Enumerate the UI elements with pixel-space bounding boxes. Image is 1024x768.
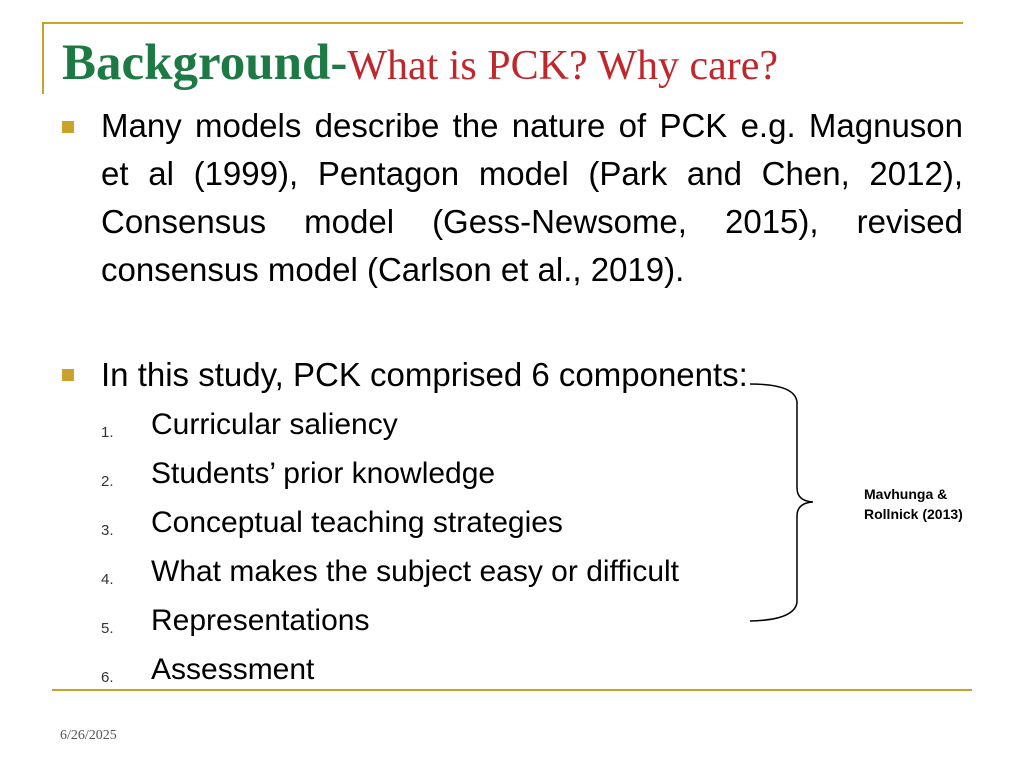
slide-date: 6/26/2025 xyxy=(60,728,117,743)
list-item-number: 6. xyxy=(101,669,114,686)
bullet-models: Many models describe the nature of PCK e.g. Magnuson et al (1999), Pentagon model (Park and Chen, 2012), Consensus model (Gess-Newsome, 2015), revised consensus model (Carlson et al., 2019). xyxy=(101,107,963,288)
bullet-marker xyxy=(62,369,74,381)
list-item: Curricular saliency xyxy=(151,408,398,441)
list-item-number: 4. xyxy=(101,571,114,588)
curly-brace xyxy=(745,380,815,630)
citation-line: Rollnick (2013) xyxy=(864,506,963,522)
list-item-number: 5. xyxy=(101,620,114,637)
citation-note xyxy=(864,484,963,524)
title-sub: What is PCK? Why care? xyxy=(347,43,779,89)
left-rule xyxy=(42,22,44,94)
list-item-number: 3. xyxy=(101,522,114,539)
list-item: What makes the subject easy or difficult xyxy=(151,555,680,588)
list-item: Assessment xyxy=(151,653,315,686)
slide-title xyxy=(62,34,778,92)
list-item-number: 2. xyxy=(101,473,114,490)
top-rule xyxy=(42,22,963,24)
bullet-marker xyxy=(62,121,74,133)
citation-line: Mavhunga & xyxy=(864,486,948,502)
bottom-rule xyxy=(52,689,972,691)
title-main: Background- xyxy=(62,35,348,91)
list-item: Students’ prior knowledge xyxy=(151,457,496,490)
list-item: Representations xyxy=(151,604,370,637)
bullet-components: In this study, PCK comprised 6 components: xyxy=(101,356,748,393)
list-item: Conceptual teaching strategies xyxy=(151,506,563,539)
list-item-number: 1. xyxy=(101,424,114,441)
